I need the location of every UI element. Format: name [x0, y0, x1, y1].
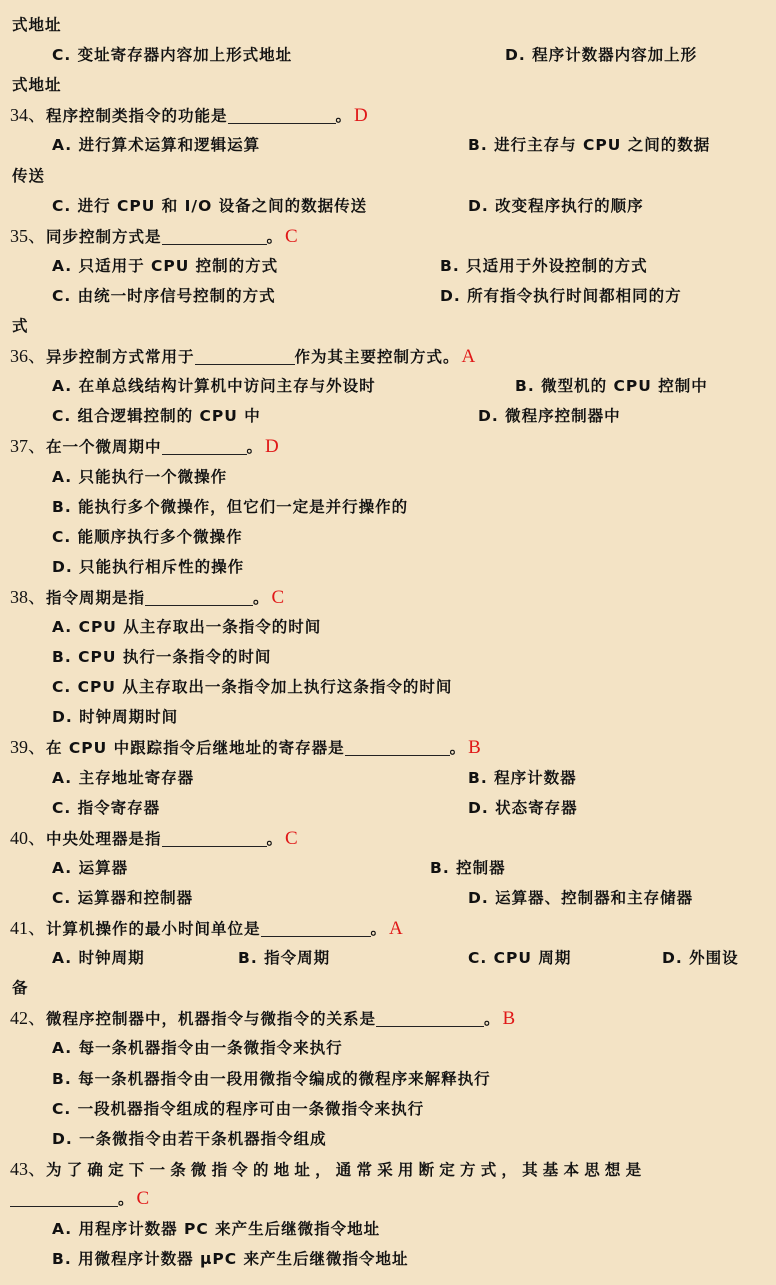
- answer-blank: [261, 935, 371, 937]
- answer-blank: [162, 243, 267, 245]
- answer-option: C. CPU 从主存取出一条指令加上执行这条指令的时间: [52, 678, 453, 697]
- question-tail: 。: [335, 107, 353, 126]
- answer-option: A. 只能执行一个微操作: [52, 467, 228, 486]
- question-stem: 程序控制类指令的功能是: [46, 107, 228, 126]
- answer-option: B. 只适用于外设控制的方式: [440, 256, 648, 275]
- answer-option: A. 用程序计数器 PC 来产生后继微指令地址: [52, 1220, 381, 1238]
- question-stem: 中央处理器是指: [46, 829, 162, 848]
- question-tail: 。: [246, 438, 264, 457]
- question-tail: 。: [266, 227, 284, 246]
- continuation-text: 传送: [12, 166, 46, 185]
- question-line: [10, 341, 476, 371]
- question-tail: 。: [118, 1189, 135, 1208]
- question-tail: 。: [253, 588, 270, 607]
- question-line: [10, 1184, 150, 1214]
- answer-option: A. 进行算术运算和逻辑运算: [52, 136, 261, 155]
- answer-option: C. 一段机器指令组成的程序可由一条微指令来执行: [52, 1099, 425, 1118]
- question-stem: 计算机操作的最小时间单位是: [46, 920, 261, 938]
- answer-key: A: [461, 346, 477, 368]
- answer-key: D: [265, 436, 280, 458]
- answer-option: C. CPU 周期: [468, 949, 572, 968]
- answer-option: B. 微型机的 CPU 控制中: [515, 377, 708, 396]
- continuation-text: 式地址: [12, 16, 62, 34]
- answer-blank: [195, 363, 295, 365]
- question-number: 37、: [10, 436, 46, 457]
- answer-option: C. 组合逻辑控制的 CPU 中: [52, 407, 261, 426]
- question-number: 43、: [10, 1158, 46, 1179]
- answer-option: A. 主存地址寄存器: [52, 768, 195, 787]
- answer-option: D. 运算器、控制器和主存储器: [468, 888, 694, 907]
- answer-option: C. 指令寄存器: [52, 798, 161, 817]
- question-number: 42、: [10, 1008, 46, 1029]
- answer-blank: [162, 453, 247, 455]
- answer-option: D. 只能执行相斥性的操作: [52, 557, 245, 576]
- question-number: 35、: [10, 225, 46, 246]
- question-tail: 。: [449, 739, 467, 758]
- answer-option: B. 用微程序计数器 μPC 来产生后继微指令地址: [52, 1250, 409, 1269]
- answer-blank: [145, 604, 253, 606]
- question-stem: 指令周期是指: [46, 588, 146, 607]
- answer-option: A. 运算器: [52, 858, 129, 877]
- answer-blank: [376, 1025, 484, 1027]
- question-number: 36、: [10, 346, 46, 367]
- question-stem: 为了确定下一条微指令的地址，通常采用断定方式，其基本思想是: [46, 1160, 647, 1179]
- question-line: [10, 1154, 646, 1184]
- answer-option: D. 微程序控制器中: [478, 407, 621, 426]
- answer-option: D. 一条微指令由若干条机器指令组成: [52, 1129, 327, 1148]
- answer-key: C: [136, 1187, 151, 1209]
- question-number: 41、: [10, 918, 46, 938]
- continuation-text: 式地址: [12, 76, 62, 95]
- question-tail: 作为其主要控制方式。: [294, 348, 460, 367]
- question-tail: 。: [484, 1010, 501, 1029]
- question-stem: 在一个微周期中: [46, 438, 162, 457]
- answer-key: D: [354, 105, 369, 127]
- answer-key: C: [271, 586, 286, 608]
- answer-option: A. 只适用于 CPU 控制的方式: [52, 256, 279, 275]
- answer-blank: [10, 1205, 118, 1207]
- question-line: [10, 100, 369, 130]
- answer-option: B. 指令周期: [238, 949, 331, 968]
- question-line: [10, 732, 482, 762]
- question-line: [10, 823, 299, 853]
- answer-key: B: [468, 737, 482, 759]
- question-tail: 。: [266, 829, 284, 848]
- answer-key: A: [389, 918, 404, 939]
- answer-option: B. 程序计数器: [468, 768, 577, 787]
- answer-option: C. 变址寄存器内容加上形式地址: [52, 46, 293, 65]
- question-line: [10, 582, 285, 612]
- question-stem: 同步控制方式是: [46, 227, 162, 246]
- answer-option: B. 进行主存与 CPU 之间的数据: [468, 136, 711, 155]
- answer-key: C: [285, 827, 299, 849]
- question-line: [10, 221, 299, 251]
- answer-blank: [228, 122, 336, 124]
- question-line: [10, 913, 404, 943]
- answer-option: D. 状态寄存器: [468, 798, 578, 817]
- answer-blank: [162, 845, 267, 847]
- answer-option: A. 时钟周期: [52, 949, 145, 968]
- answer-option: A. 在单总线结构计算机中访问主存与外设时: [52, 377, 376, 396]
- answer-option: B. 控制器: [430, 858, 506, 877]
- question-number: 38、: [10, 586, 46, 607]
- question-stem: 在 CPU 中跟踪指令后继地址的寄存器是: [46, 739, 345, 758]
- answer-option: B. 能执行多个微操作，但它们一定是并行操作的: [52, 497, 409, 516]
- answer-option: D. 外围设: [662, 949, 739, 968]
- answer-option: A. 每一条机器指令由一条微指令来执行: [52, 1039, 343, 1058]
- answer-option: C. 进行 CPU 和 I/O 设备之间的数据传送: [52, 196, 368, 215]
- continuation-text: 备: [12, 979, 29, 998]
- answer-option: C. 运算器和控制器: [52, 888, 194, 907]
- answer-option: B. CPU 执行一条指令的时间: [52, 648, 272, 667]
- question-number: 34、: [10, 105, 46, 126]
- question-line: [10, 431, 280, 461]
- question-stem: 微程序控制器中，机器指令与微指令的关系是: [46, 1010, 377, 1029]
- answer-option: D. 改变程序执行的顺序: [468, 196, 644, 215]
- answer-option: A. CPU 从主存取出一条指令的时间: [52, 618, 322, 636]
- answer-key: C: [285, 225, 299, 247]
- answer-key: B: [502, 1008, 517, 1030]
- answer-option: D. 所有指令执行时间都相同的方: [440, 286, 682, 305]
- question-line: [10, 1003, 516, 1033]
- continuation-text: 式: [12, 317, 29, 335]
- question-stem: 异步控制方式常用于: [46, 348, 195, 367]
- question-tail: 。: [370, 920, 388, 938]
- question-number: 39、: [10, 737, 46, 758]
- answer-option: C. 由统一时序信号控制的方式: [52, 286, 276, 305]
- answer-option: D. 时钟周期时间: [52, 708, 179, 727]
- answer-option: B. 每一条机器指令由一段用微指令编成的微程序来解释执行: [52, 1069, 491, 1088]
- question-number: 40、: [10, 827, 46, 848]
- answer-option: C. 能顺序执行多个微操作: [52, 527, 243, 546]
- answer-blank: [345, 754, 450, 756]
- answer-option: D. 程序计数器内容加上形: [505, 46, 698, 65]
